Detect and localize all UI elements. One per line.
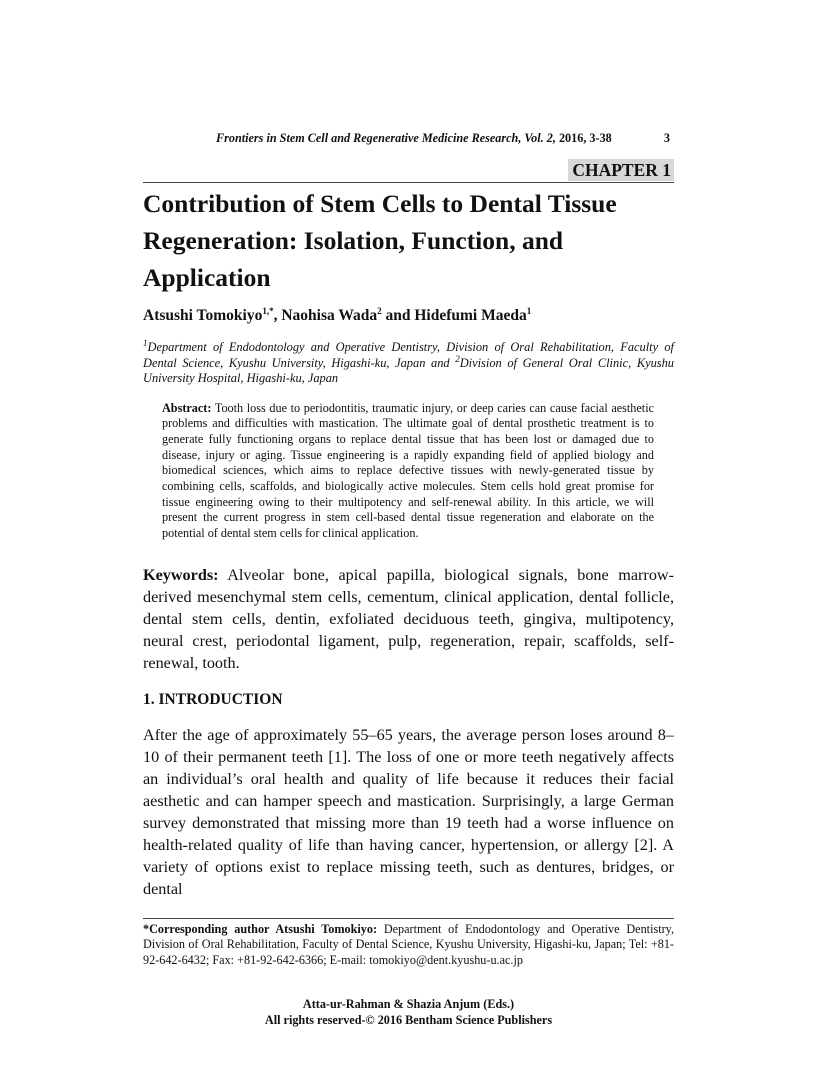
keywords-text: Alveolar bone, apical papilla, biological signals, bone marrow-derived mesenchymal stem cells, cementum, clinical application, dental follicle, dental stem cells, dentin, exfoliated deciduous teeth, gingiva, multipotency, neural crest, periodontal ligament, pulp, regeneration, repair, scaffolds, self-renewal, tooth. — [143, 565, 674, 672]
keywords — [143, 564, 674, 674]
abstract-label: Abstract: — [162, 400, 212, 415]
publisher-info — [143, 996, 674, 1028]
separator: and — [381, 307, 415, 324]
section-body: After the age of approximately 55–65 years, the average person loses around 8–10 of their permanent teeth [1]. The loss of one or more teeth negatively affects an individual’s oral health and quality of life because it reduces their facial aesthetic and can hamper speech and mastication. Surprisingly, a large German survey demonstrated that missing more than 19 teeth had a worse influence on health-related quality of life than having cancer, hypertension, or allergy [2]. A variety of options exist to replace missing teeth, such as dentures, bridges, or dental — [143, 725, 674, 898]
footnote — [143, 922, 674, 969]
year-pages: 2016, 3-38 — [558, 131, 612, 145]
separator: , — [273, 307, 282, 324]
affil-sup: 2 — [455, 353, 460, 364]
journal-title: Frontiers in Stem Cell and Regenerative Medicine Research, Vol. 2, — [216, 131, 556, 145]
author-name: Atsushi Tomokiyo — [143, 307, 263, 324]
chapter-row — [143, 159, 674, 181]
footnote-label: *Corresponding author Atsushi Tomokiyo: — [143, 921, 378, 936]
chapter-label: CHAPTER 1 — [568, 159, 674, 181]
running-header — [143, 130, 674, 146]
abstract-text: Tooth loss due to periodontitis, traumatic injury, or deep caries can cause facial aesthetic problems and difficulties with mastication. The ultimate goal of dental prosthetic treatment is to generate fully functioning organs to replace dental tissue that has been lost or damaged due to disease, injury or aging. Tissue engineering is a rapidly expanding field of applied biology and biomedical sciences, which aims to replace defective tissues with newly-generated tissue by combining cells, scaffolds, and biologically active molecules. Stem cells hold great promise for tissue engineering owing to their multipotency and self-renewal ability. In this article, we will present the current progress in stem cell-based dental tissue regeneration and elaborate on the potential of dental stem cells for clinical application. — [162, 400, 654, 541]
section-heading: 1. INTRODUCTION — [143, 690, 283, 708]
editors: Atta-ur-Rahman & Shazia Anjum (Eds.) — [302, 997, 515, 1012]
affil-text: Department of Endodontology and Operative Dentistry, Division of Oral Rehabilitation, Faculty of Dental Science, Kyushu University, Higashi-ku, Japan and — [143, 340, 674, 370]
author-sup: 1,* — [262, 305, 274, 316]
footnote-text: Department of Endodontology and Operative Dentistry, Division of Oral Rehabilitation, Faculty of Dental Science, Kyushu University, Higashi-ku, Japan; Tel: +81-92-642-6432; Fax: +81-92-642-6366; E-mail: tomokiyo@dent.kyushu-u.ac.jp — [143, 921, 674, 967]
author-name: Hidefumi Maeda — [414, 307, 527, 324]
affiliations — [143, 337, 675, 387]
author-list — [143, 306, 674, 326]
author-name: Naohisa Wada — [281, 307, 378, 324]
affil-text: Division of General Oral Clinic, Kyushu University Hospital, Higashi-ku, Japan — [143, 355, 675, 385]
abstract — [162, 401, 654, 542]
journal-line — [216, 130, 612, 146]
author-sup: 2 — [377, 305, 382, 316]
copyright: All rights reserved-© 2016 Bentham Science Publishers — [264, 1013, 553, 1028]
footnote-divider — [143, 918, 674, 919]
keywords-label: Keywords: — [143, 565, 219, 584]
author-sup: 1 — [526, 305, 532, 316]
page-title: Contribution of Stem Cells to Dental Tissue Regeneration: Isolation, Function, and Application — [143, 189, 617, 292]
header-divider — [143, 182, 674, 183]
affil-sup: 1 — [143, 337, 148, 348]
page-number: 3 — [663, 131, 670, 145]
